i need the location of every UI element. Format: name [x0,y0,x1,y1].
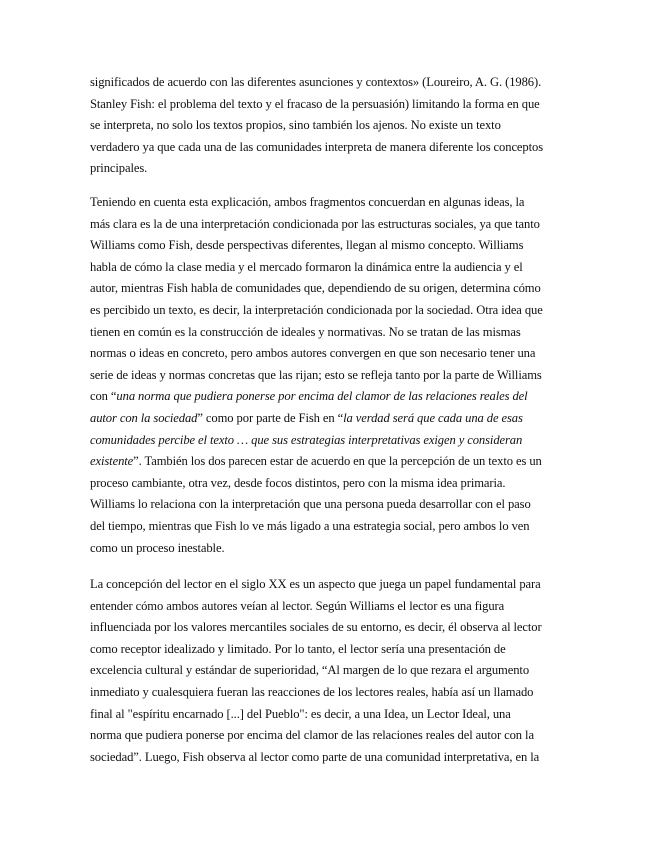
text-line: final al "espíritu encarnado [...] del Pueblo": es decir, a una Idea, un Lector Ideal, una [90,706,511,721]
text-line: principales. [90,161,148,176]
text-line: entender cómo ambos autores veían al lector. Según Williams el lector es una figura [90,598,505,613]
text-run: ” como por parte de Fish en “ [197,410,344,425]
paragraph-3 [90,574,564,768]
text-line: normas o ideas en concreto, pero ambos autores convergen en que son necesario tener una [90,346,536,361]
paragraph-1 [90,72,564,180]
text-line: Williams lo relaciona con la interpretación que una persona pueda desarrollar con el paso [90,497,531,512]
text-line: como un proceso inestable. [90,540,225,555]
text-line: como receptor idealizado y limitado. Por lo tanto, el lector sería una presentación de [90,641,506,656]
text-run: con “ [90,389,117,404]
text-line: más clara es la de una interpretación condicionada por las estructuras sociales, ya que tanto [90,216,540,231]
text-line: Teniendo en cuenta esta explicación, ambos fragmentos concuerdan en algunas ideas, la [90,195,525,209]
text-line [90,386,564,408]
text-line: significados de acuerdo con las diferentes asunciones y contextos» (Loureiro, A. G. (1986). [90,75,542,89]
text-line [90,451,564,473]
text-line: sociedad”. Luego, Fish observa al lector como parte de una comunidad interpretativa, en la [90,749,540,764]
text-line [90,408,564,430]
quote-italic: existente [90,454,134,469]
quote-italic: una norma que pudiera ponerse por encima del clamor de las relaciones reales del [116,389,528,404]
text-line [90,430,564,452]
text-line: tienen en común es la construcción de ideales y normativas. No se tratan de las mismas [90,324,521,339]
quote-italic: comunidades percibe el texto … que sus estrategias interpretativas exigen y consideran [90,432,523,447]
text-line: serie de ideas y normas concretas que las rijan; esto se refleja tanto por la parte de Williams [90,367,542,382]
text-run: ”. También los dos parecen estar de acuerdo en que la percepción de un texto es un [133,454,542,469]
quote-italic: autor con la sociedad [90,410,198,425]
text-line: se interpreta, no solo los textos propios, sino también los ajenos. No existe un texto [90,118,501,133]
text-line: excelencia cultural y estándar de superioridad, “Al margen de lo que rezara el argumento [90,663,530,678]
text-line: verdadero ya que cada una de las comunidades interpreta de manera diferente los conceptos [90,139,544,154]
text-line: proceso cambiante, otra vez, desde focos distintos, pero con la misma idea primaria. [90,475,506,490]
text-line: inmediato y cualesquiera fueran las reacciones de los lectores reales, había así un llamado [90,684,534,699]
text-line: Williams como Fish, desde perspectivas diferentes, llegan al mismo concepto. Williams [90,238,524,253]
quote-italic: la verdad será que cada una de esas [343,410,523,425]
text-line: habla de cómo la clase media y el mercado formaron la dinámica entre la audiencia y el [90,259,523,274]
text-line: influenciada por los valores mercantiles sociales de su entorno, es decir, él observa al lector [90,620,542,635]
text-line: Stanley Fish: el problema del texto y el fracaso de la persuasión) limitando la forma en que [90,96,540,111]
text-line: autor, mientras Fish habla de comunidades que, dependiendo de su origen, determina cómo [90,281,541,296]
text-line: es percibido un texto, es decir, la interpretación condicionada por la sociedad. Otra idea que [90,302,543,317]
text-line: norma que pudiera ponerse por encima del clamor de las relaciones reales del autor con la [90,728,534,743]
text-line: La concepción del lector en el siglo XX es un aspecto que juega un papel fundamental para [90,577,541,591]
text-line: del tiempo, mientras que Fish lo ve más ligado a una estrategia social, pero ambos lo ven [90,518,530,533]
paragraph-2 [90,192,564,559]
